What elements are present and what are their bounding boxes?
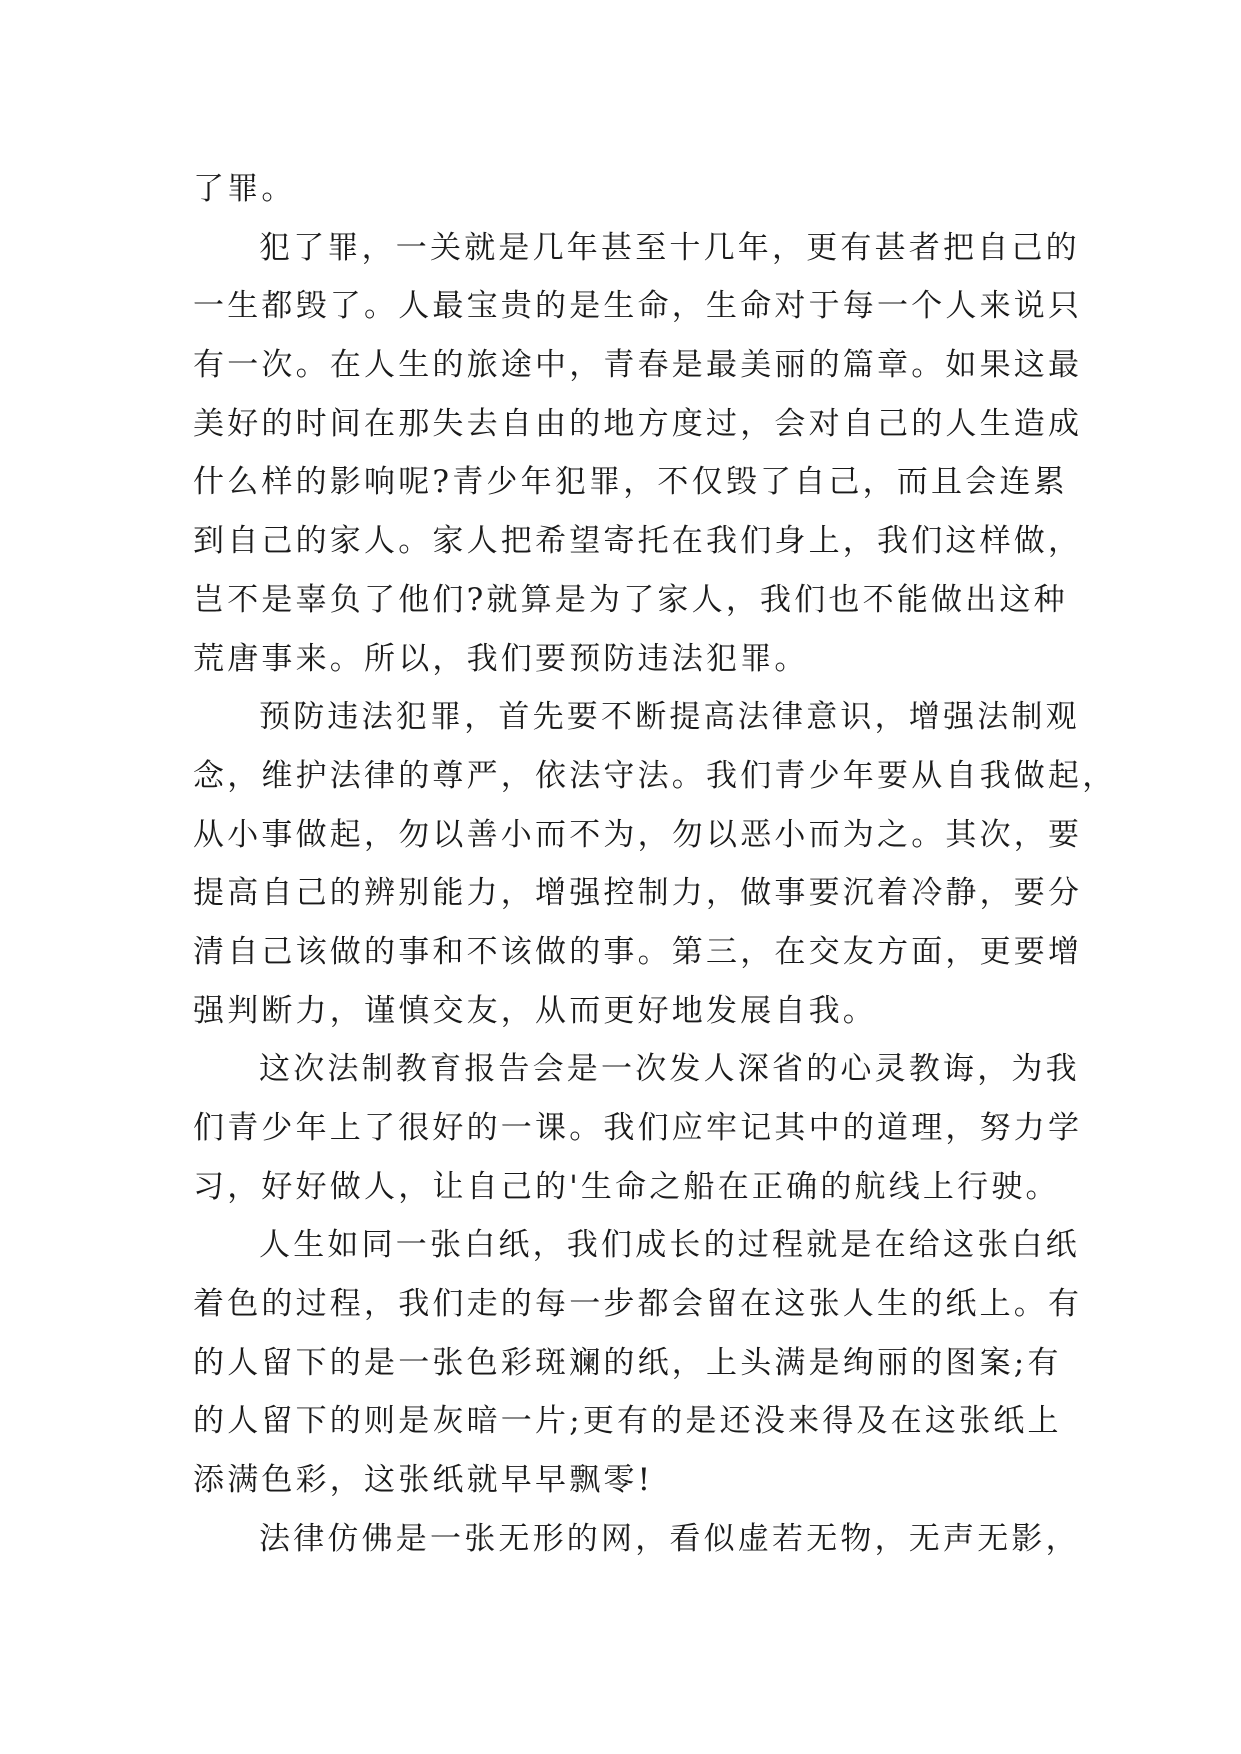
text-line: 荒唐事来。所以，我们要预防违法犯罪。 [193,640,809,677]
text-line: 的人留下的是一张色彩斑斓的纸，上头满是绚丽的图案;有 [193,1344,1062,1381]
text-line: 有一次。在人生的旅途中，青春是最美丽的篇章。如果这最 [193,347,1083,384]
text-line: 着色的过程，我们走的每一步都会留在这张人生的纸上。有 [193,1286,1083,1323]
text-line: 到自己的家人。家人把希望寄托在我们身上，我们这样做， [193,523,1083,560]
text-line: 提高自己的辨别能力，增强控制力，做事要沉着冷静，要分 [193,875,1083,912]
text-line: 美好的时间在那失去自由的地方度过，会对自己的人生造成 [193,405,1083,442]
text-line: 了罪。 [193,171,296,207]
text-line: 强判断力，谨慎交友，从而更好地发展自我。 [193,992,877,1029]
text-line: 岂不是辜负了他们?就算是为了家人，我们也不能做出这种 [193,581,1068,618]
text-line: 习，好好做人，让自己的'生命之船在正确的航线上行驶。 [193,1168,1060,1205]
paragraph-start-line: 犯了罪，一关就是几年甚至十几年，更有甚者把自己的 [259,229,1080,266]
text-line: 念，维护法律的尊严，依法守法。我们青少年要从自我做起， [193,757,1117,794]
text-line: 清自己该做的事和不该做的事。第三，在交友方面，更要增 [193,933,1083,970]
text-line: 的人留下的则是灰暗一片;更有的是还没来得及在这张纸上 [193,1403,1062,1440]
paragraph-start-line: 预防违法犯罪，首先要不断提高法律意识，增强法制观 [259,699,1080,736]
paragraph-start-line: 人生如同一张白纸，我们成长的过程就是在给这张白纸 [259,1227,1080,1264]
text-line: 添满色彩，这张纸就早早飘零! [193,1462,654,1499]
paragraph-start-line: 这次法制教育报告会是一次发人深省的心灵教诲，为我 [259,1051,1080,1088]
text-line: 从小事做起，勿以善小而不为，勿以恶小而为之。其次，要 [193,816,1083,853]
text-line: 什么样的影响呢?青少年犯罪，不仅毁了自己，而且会连累 [193,464,1068,501]
text-line: 一生都毁了。人最宝贵的是生命，生命对于每一个人来说只 [193,288,1083,325]
text-line: 们青少年上了很好的一课。我们应牢记其中的道理，努力学 [193,1110,1083,1146]
body-text [193,160,1117,1569]
paragraph-start-line: 法律仿佛是一张无形的网，看似虚若无物，无声无影， [259,1520,1080,1557]
